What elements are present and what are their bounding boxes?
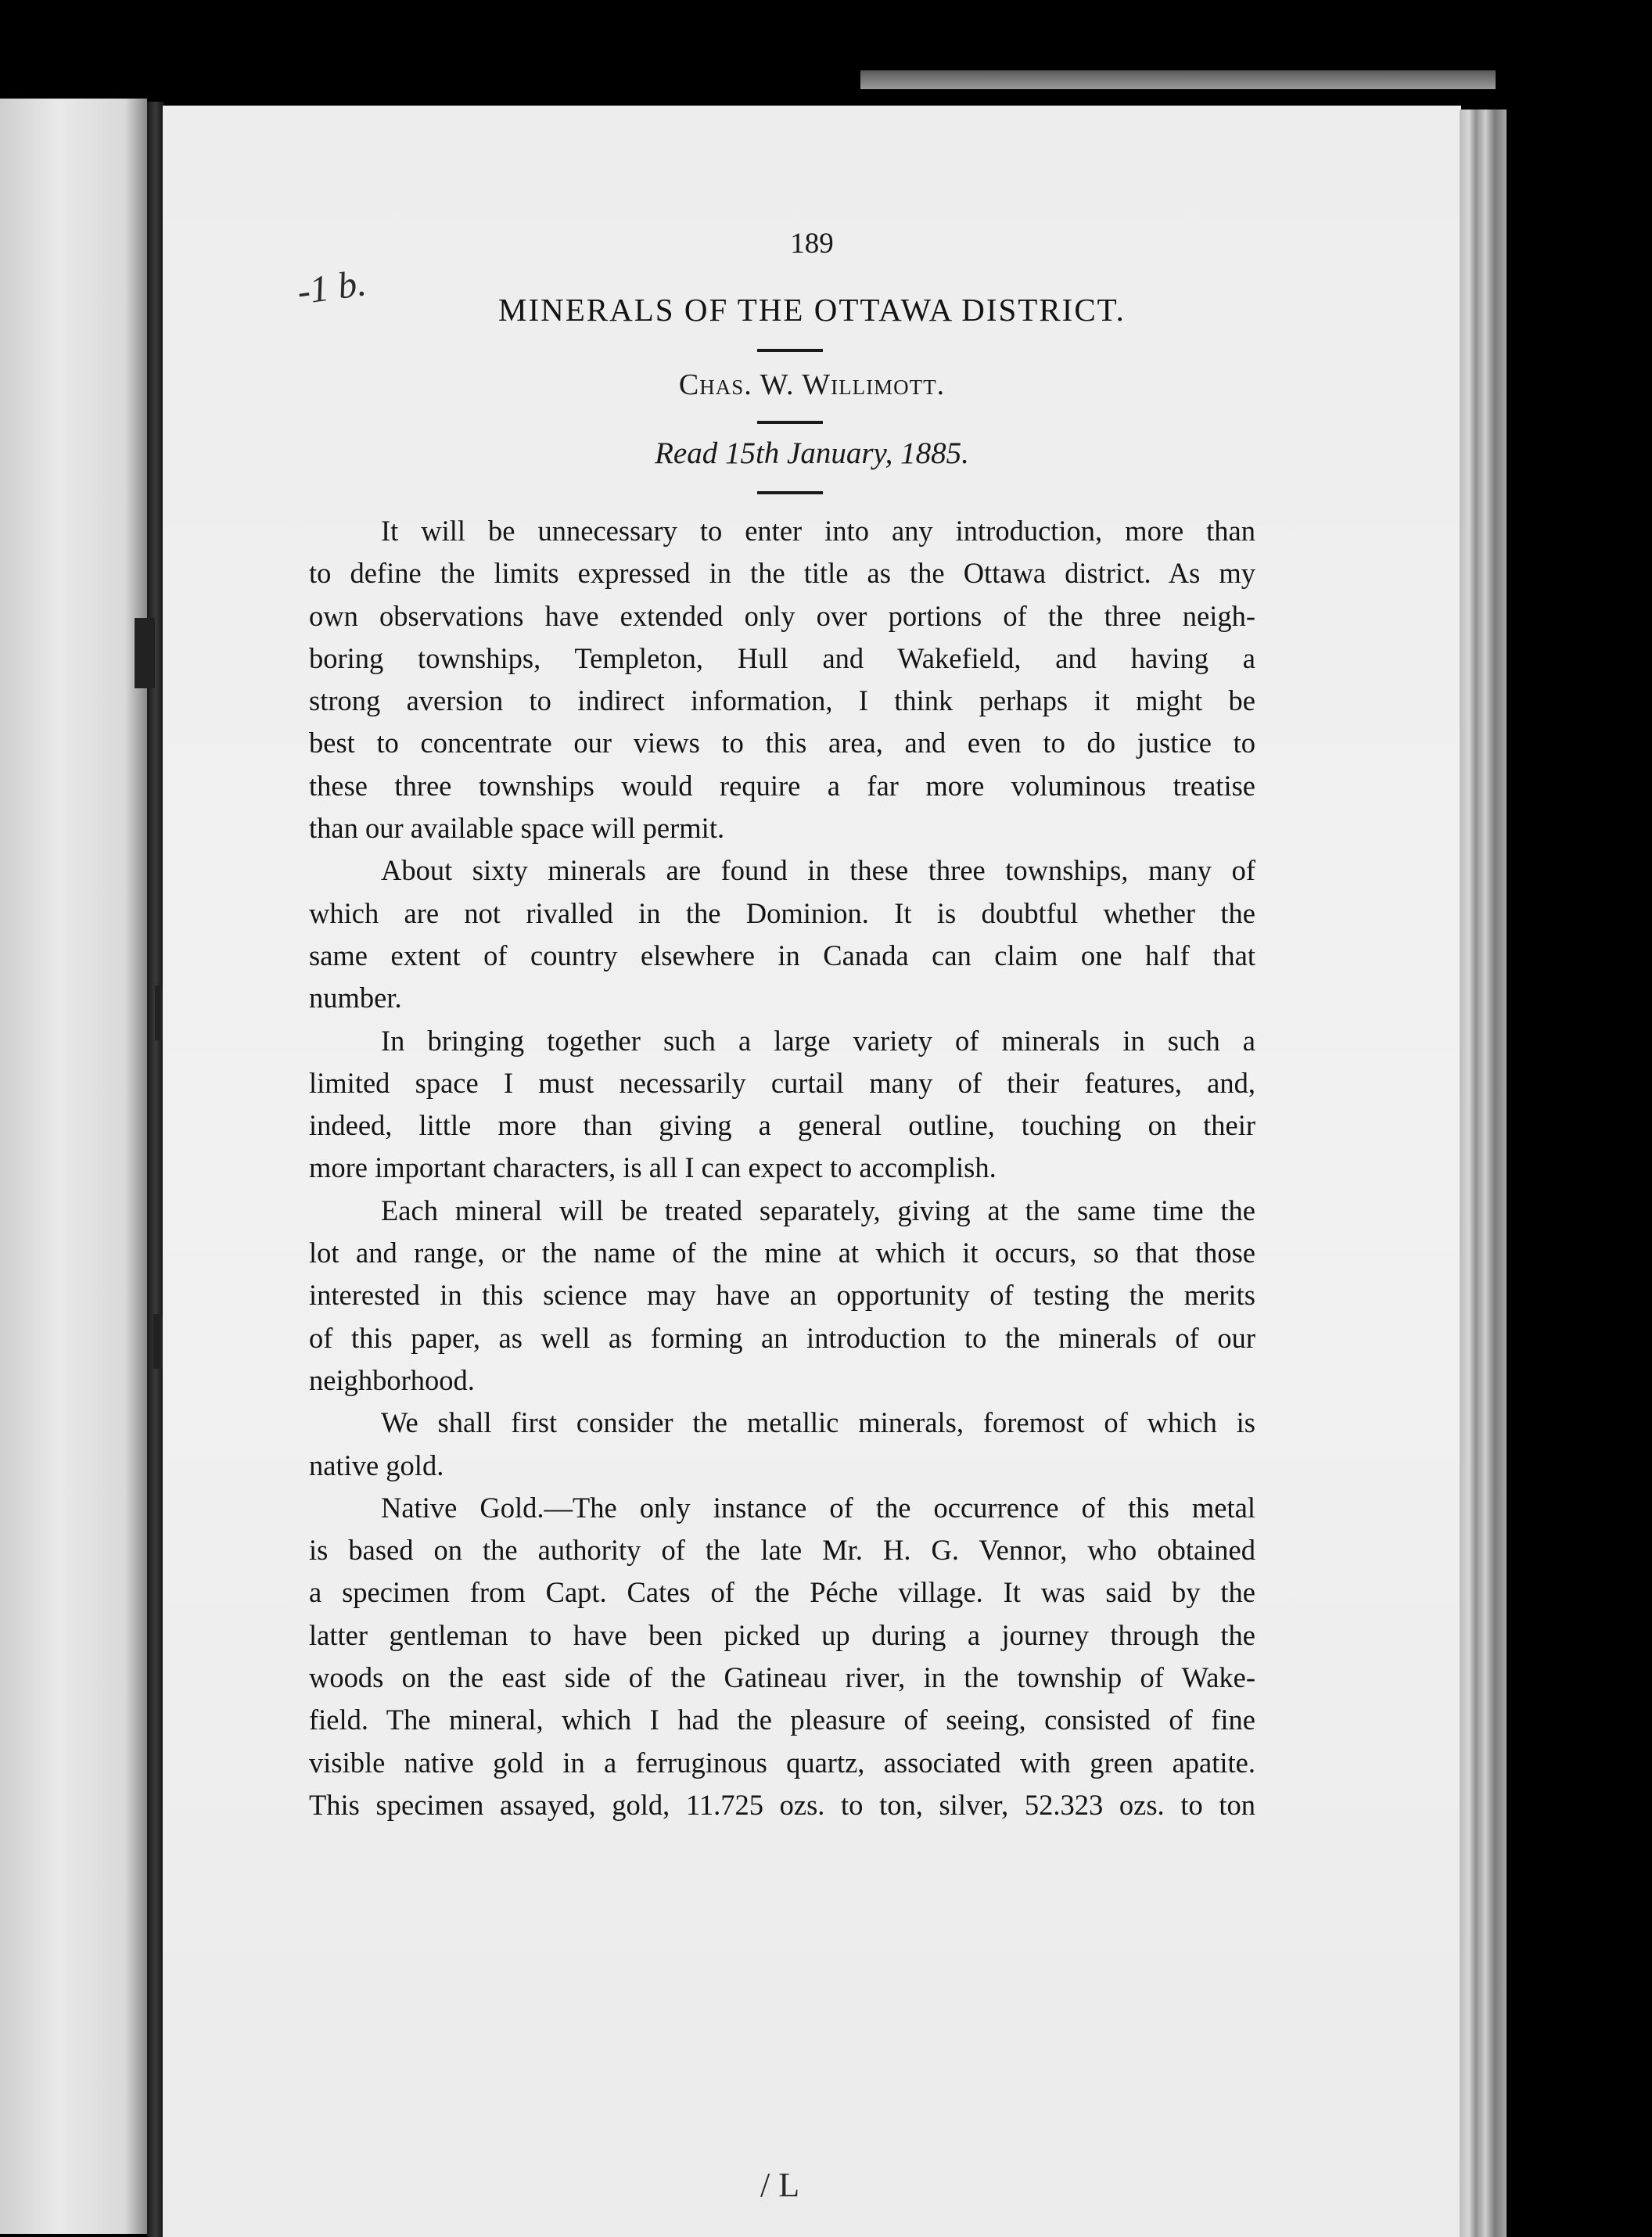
divider-rule <box>757 491 823 494</box>
binding-clip <box>135 618 155 688</box>
text-line: to define the limits expressed in the title as the Ottawa district. As my <box>309 557 1255 590</box>
text-line: number. <box>309 982 402 1014</box>
text-line: these three townships would require a far more voluminous treatise <box>309 769 1255 802</box>
text-line: visible native gold in a ferruginous quartz, associated with green apatite. <box>309 1746 1255 1779</box>
text-line: About sixty minerals are found in these three townships, many of <box>381 854 1255 887</box>
author-name: Chas. W. Willimott. <box>678 368 946 401</box>
text-line: indeed, little more than giving a general outline, touching on their <box>309 1109 1255 1142</box>
text-line: limited space I must necessarily curtail many of their features, and, <box>309 1066 1255 1099</box>
text-line: lot and range, or the name of the mine at which it occurs, so that those <box>309 1237 1255 1269</box>
text-line: latter gentleman to have been picked up during a journey through the <box>309 1618 1255 1651</box>
body-text <box>309 510 1255 1826</box>
handwritten-margin-note: -1 b. <box>294 262 369 313</box>
text-line: This specimen assayed, gold, 11.725 ozs. to ton, silver, 52.323 ozs. to ton <box>309 1788 1255 1821</box>
text-line: more important characters, is all I can expect to accomplish. <box>309 1151 997 1184</box>
text-line: is based on the authority of the late Mr. H. G. Vennor, who obtained <box>309 1534 1255 1567</box>
handwritten-bottom-mark: / L <box>760 2166 800 2204</box>
text-line: interested in this science may have an opportunity of testing the merits <box>309 1279 1255 1312</box>
text-line: own observations have extended only over portions of the three neigh- <box>309 599 1255 632</box>
text-line: which are not rivalled in the Dominion. It is doubtful whether the <box>309 896 1255 929</box>
text-line: Each mineral will be treated separately, giving at the same time the <box>381 1194 1255 1226</box>
text-line: neighborhood. <box>309 1363 475 1396</box>
page-stack-edge <box>1460 110 1507 2237</box>
article-title: MINERALS OF THE OTTAWA DISTRICT. <box>498 292 1126 328</box>
text-line: It will be unnecessary to enter into any introduction, more than <box>381 515 1255 547</box>
text-line: than our available space will permit. <box>309 812 725 845</box>
divider-rule <box>757 421 823 424</box>
read-date: Read 15th January, 1885. <box>655 436 969 470</box>
text-line: We shall first consider the metallic minerals, foremost of which is <box>381 1406 1255 1439</box>
text-line: woods on the east side of the Gatineau river, in the township of Wake- <box>309 1661 1255 1694</box>
text-line: In bringing together such a large variety of minerals in such a <box>381 1024 1255 1057</box>
text-line: best to concentrate our views to this area, and even to do justice to <box>309 727 1255 759</box>
page-number: 189 <box>790 228 834 260</box>
text-line: strong aversion to indirect information, I think perhaps it might be <box>309 684 1255 717</box>
page-top-edge <box>860 70 1496 89</box>
text-line: field. The mineral, which I had the pleasure of seeing, consisted of fine <box>309 1704 1255 1736</box>
divider-rule <box>757 349 823 352</box>
text-line: of this paper, as well as forming an introduction to the minerals of our <box>309 1321 1255 1354</box>
facing-page <box>0 99 147 2234</box>
text-line: boring townships, Templeton, Hull and Wakefield, and having a <box>309 641 1255 674</box>
book-gutter <box>147 102 164 2237</box>
text-line: native gold. <box>309 1449 444 1481</box>
text-line: a specimen from Capt. Cates of the Péche village. It was said by the <box>309 1576 1255 1609</box>
author-line <box>163 368 1461 402</box>
text-line: Native Gold.—The only instance of the occurrence of this metal <box>381 1491 1255 1524</box>
text-line: same extent of country elsewhere in Canada can claim one half that <box>309 939 1255 971</box>
